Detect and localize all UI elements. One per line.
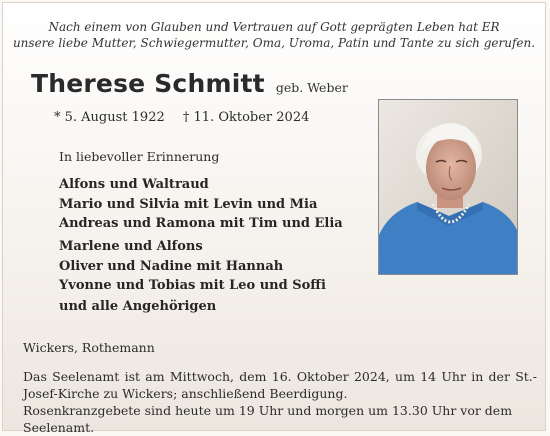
intro-text xyxy=(3,19,545,51)
life-dates xyxy=(54,110,309,125)
birth-date: * 5. August 1922 xyxy=(54,110,165,125)
mourner-line: und alle Angehörigen xyxy=(59,299,217,314)
maiden-name: geb. Weber xyxy=(275,80,348,95)
service-notice xyxy=(23,368,537,436)
mourner-line: Andreas und Ramona mit Tim und Elia xyxy=(59,216,343,231)
death-date: † 11. Oktober 2024 xyxy=(182,110,310,125)
memory-line: In liebevoller Erinnerung xyxy=(59,149,220,164)
portrait-photo xyxy=(378,99,518,275)
rosary-notice: Rosenkranzgebete sind heute um 19 Uhr und morgen um 13.30 Uhr vor dem Seelenamt. xyxy=(23,403,513,435)
deceased-name-row xyxy=(31,69,348,98)
mourner-line: Alfons und Waltraud xyxy=(59,177,209,192)
mourner-line: Oliver und Nadine mit Hannah xyxy=(59,258,284,274)
intro-line-2: unsere liebe Mutter, Schwiegermutter, Oma, Uroma, Patin und Tante zu sich gerufen. xyxy=(12,36,536,50)
mourners-group-1 xyxy=(59,175,343,234)
mourner-line: Marlene und Alfons xyxy=(59,239,203,254)
mourners-group-2 xyxy=(59,237,326,296)
mourner-line: Yvonne und Tobias mit Leo und Soffi xyxy=(59,278,326,293)
intro-line-1: Nach einem von Glauben und Vertrauen auf Gott geprägten Leben hat ER xyxy=(48,20,500,34)
mourners-group-3 xyxy=(59,297,216,317)
obituary-card xyxy=(2,2,546,435)
location-text: Wickers, Rothemann xyxy=(23,340,155,355)
mourner-line: Mario und Silvia mit Levin und Mia xyxy=(59,196,318,212)
funeral-mass-notice: Das Seelenamt ist am Mittwoch, dem 16. Oktober 2024, um 14 Uhr in der St.-Josef-Kirche zu Wickers; anschließend Beerdigung. xyxy=(23,369,537,401)
portrait-photo-icon xyxy=(379,100,518,275)
deceased-name: Therese Schmitt xyxy=(31,69,265,98)
